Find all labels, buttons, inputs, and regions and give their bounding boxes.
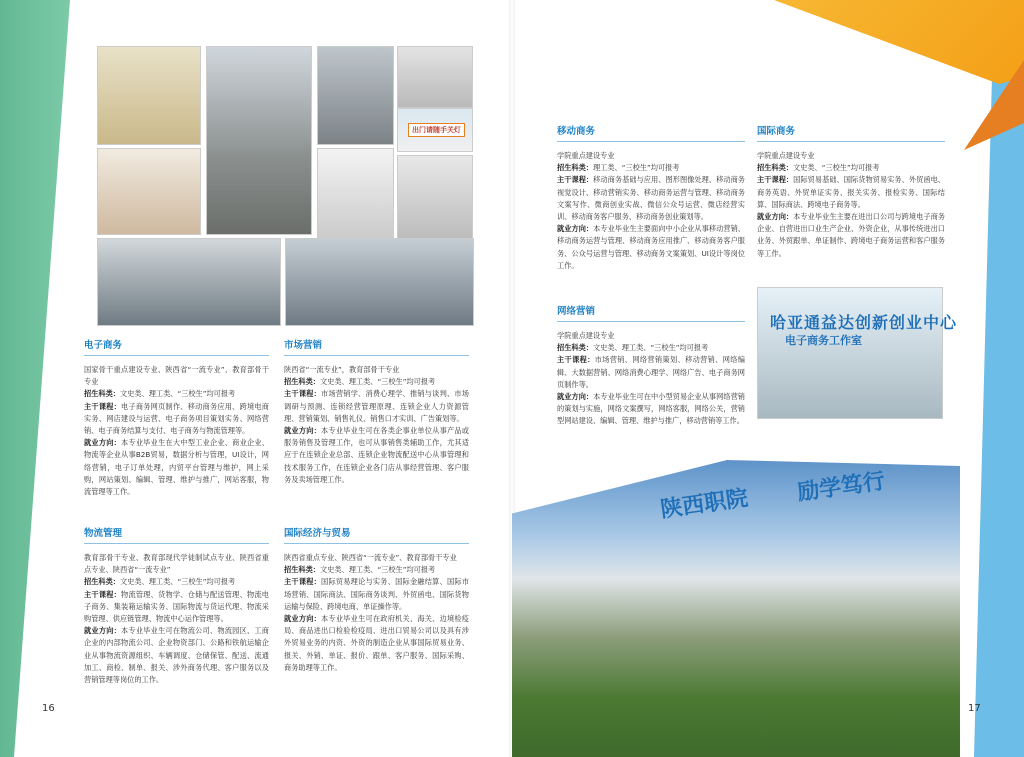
section-line: 招生科类：文史类、理工类、“三校生”均可报考 [284,565,436,575]
section-line: 就业方向：本专业毕业生在大中型工业企业、商业企业、物流等企业从事B2B贸易，数据分析与管理，UI设计，网络营销，电子订单处理，内贸平台管理与维护，网上采购，网站策划、编辑、管理、维护与推广，网站客服，物流管理等工作。 [84,438,269,497]
section-line: 主干课程：物流管理、货物学、仓储与配送管理、物流电子商务、集装箱运输实务、国际物流与货运代理、物流采购管理、供应链管理、物流中心运作管理等。 [84,589,269,624]
campus-motto-sign: 励学笃行 [795,468,887,506]
section-title: 网络营销 [557,305,745,322]
section-network-marketing [557,305,745,428]
section-line: 就业方向：本专业毕业生主要面向中小企业从事移动营销、移动商务运营与管理、移动商务应用推广、移动商务客户服务、公众号运营与管理、移动商务文案策划、UI设计等岗位工作。 [557,224,745,270]
section-line: 就业方向：本专业毕业生主要在进出口公司与跨境电子商务企业、自营进出口业生产企业、外资企业，从事传统进出口业务、外贸跟单、单证制作、跨境电子商务运营和客户服务等工作。 [757,212,945,258]
photo-fire-extinguisher [397,155,473,239]
section-intl-econ-trade [284,527,469,674]
section-line: 主干课程：市场营销、网络营销策划、移动营销、网络编辑、大数据营销、网络消费心理学、网络广告、电子商务网页制作等。 [557,355,745,389]
photo-light-sign [397,108,473,152]
photo-computer-lab-1 [97,238,281,326]
section-line: 主干课程：国际贸易基础、国际货物贸易实务、外贸函电、商务英语、外贸单证实务、报关实务、报检实务、国际结算、国际商法、跨境电子商务等。 [757,175,945,209]
section-line: 陕西省重点专业、陕西省“一流专业”、教育部骨干专业 [284,553,457,562]
section-line: 就业方向：本专业毕业生可在政府机关、海关、边境检疫局、商品进出口检验检疫局、进出口贸易公司以及具有涉外贸易业务的内资、外资的制造企业从事国际贸易业务、报关、外销、单证、报价、跟单、客户服务、国际采购、商务助理等工作。 [284,614,469,672]
section-ecommerce [84,339,269,498]
photo-display-wall [97,46,201,145]
photo-floor-tiles [397,46,473,108]
section-line: 招生科类：文史类、理工类、“三校生”均可报考 [84,389,236,399]
section-intl-business [757,125,945,260]
photo-corridor [206,46,312,235]
section-line: 学院重点建设专业 [557,151,615,160]
photo-wall-notice [317,148,394,238]
section-line: 学院重点建设专业 [557,331,615,340]
photo-server-rack [317,46,394,145]
section-line: 主干课程：电子商务网页制作、移动商务应用、跨境电商实务、网店建设与运营、电子商务项目策划实务、网络营销、电子商务结算与支付、电子商务与物流管理等。 [84,401,269,436]
banner-sub-sign: 电子商务工作室 [785,334,862,347]
section-title: 物流管理 [84,527,269,544]
section-line: 教育部骨干专业、教育部现代学徒制试点专业、陕西省重点专业、陕西省“一流专业” [84,553,269,575]
section-line: 就业方向：本专业毕业生可在中小型贸易企业从事网络营销的策划与实施，网络文案撰写，网络客服，网络公关，营销型网站建设、编辑、管理、维护与推广，移动营销等工作。 [557,392,745,426]
section-line: 学院重点建设专业 [757,151,815,160]
section-line: 就业方向：本专业毕业生可在物流公司、物流园区、工商企业的内部物流公司、企业物资部门、公路和铁航运输企业从事物流资源组织、车辆调度、仓储保管、配送、流通加工、商检、制单、报关、涉外商务代理、客户服务以及营销管理等岗位的工作。 [84,626,269,685]
section-title: 国际商务 [757,125,945,142]
photo-exhibition-board [97,148,201,235]
section-title: 市场营销 [284,339,469,356]
section-title: 移动商务 [557,125,745,142]
campus-name-sign: 陕西职院 [658,485,750,523]
section-title: 国际经济与贸易 [284,527,469,544]
section-line: 主干课程：国际贸易理论与实务、国际金融结算、国际市场营销、国际商法、国际商务谈判、外贸函电、国际货物运输与保险、跨境电商、单证操作等。 [284,577,469,611]
section-marketing [284,339,469,486]
photo-computer-lab-2 [285,238,474,326]
section-line: 主干课程：市场营销学、消费心理学、推销与谈判、市场调研与预测、连锁经营管理原理、连锁企业人力资源管理、营销策划、销售礼仪、销售口才实训、广告策划等。 [284,389,469,423]
section-line: 招生科类：文史类、理工类、“三校生”均可报考 [284,377,436,387]
page-number-right: 17 [968,703,981,714]
section-line: 招生科类：理工类、“三校生”均可报考 [557,163,680,173]
section-line: 招生科类：文史类、理工类、“三校生”均可报考 [84,577,236,587]
section-line: 招生科类：文史类、理工类、“三校生”均可报考 [557,343,709,353]
green-stripe-decoration [0,0,70,757]
light-sign-text: 出门请随手关灯 [408,123,465,137]
section-line: 招生科类：文史类、“三校生”均可报考 [757,163,880,173]
section-line: 主干课程：移动商务基础与应用、图形图像处理、移动商务视觉设计、移动营销实务、移动商务运营与管理、移动商务文案写作、微商创业实战、微信公众号运营、微店经营实训、移动商务客户服务、移动商务创业策划等。 [557,175,745,222]
photo-studio-reception [757,287,943,419]
section-line: 陕西省“一流专业”，教育部骨干专业 [284,365,400,374]
banner-sign: 哈亚通益达创新创业中心 [770,313,958,332]
section-line: 就业方向：本专业毕业生可在各类企事业单位从事产品或服务销售及管理工作，也可从事销售类辅助工作，尤其适应于在连锁企业总部、连锁企业物流配送中心从事管理和技术服务工作，在连锁企业各门店从事经营管理、客户服务及卖场管理工作。 [284,426,469,484]
section-title: 电子商务 [84,339,269,356]
section-logistics [84,527,269,686]
section-mobile-commerce [557,125,745,272]
section-line: 国家骨干重点建设专业、陕西省“一流专业”、教育部骨干专业 [84,365,269,387]
page-number-left: 16 [42,703,55,714]
